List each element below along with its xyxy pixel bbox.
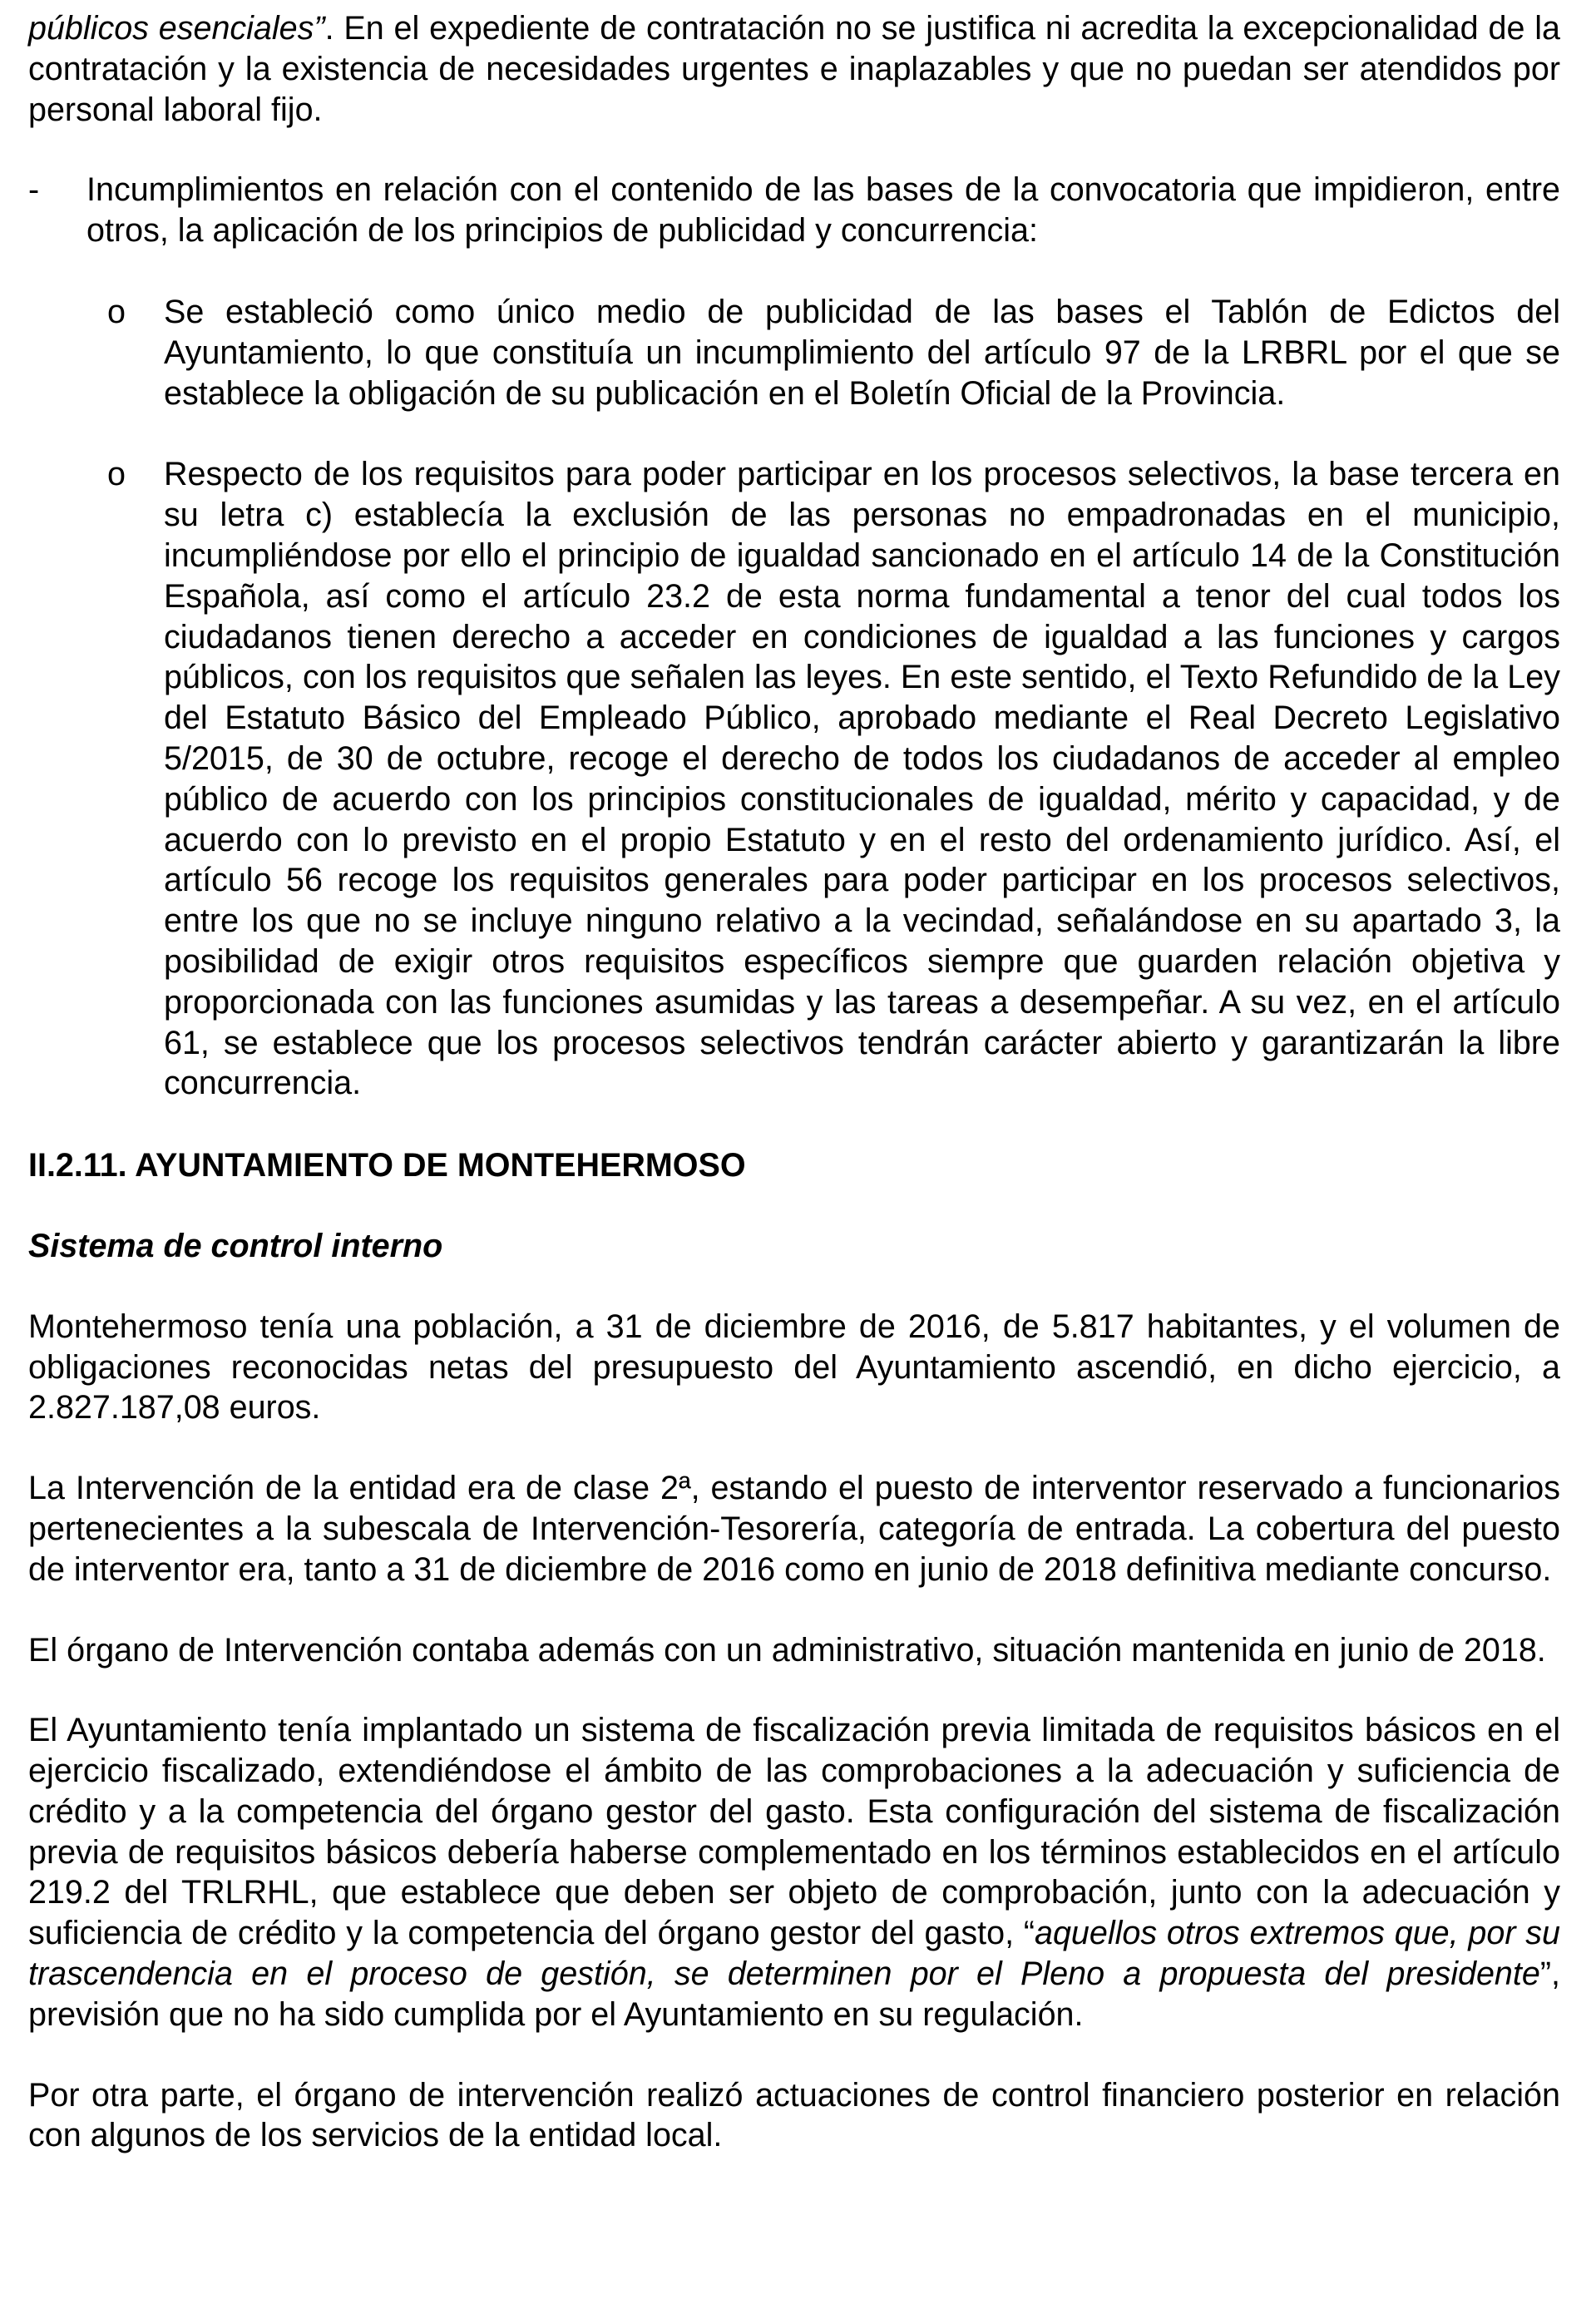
section-subheading: Sistema de control interno	[28, 1227, 443, 1264]
p4-text-before: El Ayuntamiento tenía implantado un sistema de fiscalización previa limitada de requisitos básicos en el ejercicio fiscalizado, extendiéndose el ámbito de las comprobaciones a la adecuación y suficiencia de crédito y a la competencia del órgano gestor del gasto. Esta configuración del sistema de fiscalización previa de requisitos básicos debería haberse complementado en los términos establecidos en el artículo 219.2 del TRLRHL, que establece que deben ser objeto de comprobación, junto con la adecuación y suficiencia de crédito y la competencia del órgano gestor del gasto, “	[28, 1712, 1560, 1952]
sub-item-2-text: Respecto de los requisitos para poder participar en los procesos selectivos, la base tercera en su letra c) establecía la exclusión de las personas no empadronadas en el municipio, incumpliéndose por ello el principio de igualdad sancionado en el artículo 14 de la Constitución Española, así como el artículo 23.2 de esta norma fundamental a tenor del cual todos los ciudadanos tienen derecho a acceder en condiciones de igualdad a las funciones y cargos públicos, con los requisitos que señalen las leyes. En este sentido, el Texto Refundido de la Ley del Estatuto Básico del Empleado Público, aprobado mediante el Real Decreto Legislativo 5/2015, de 30 de octubre, recoge el derecho de todos los ciudadanos de acceder al empleo público de acuerdo con los principios constitucionales de igualdad, mérito y capacidad, y de acuerdo con lo previsto en el propio Estatuto y en el resto del ordenamiento jurídico. Así, el artículo 56 recoge los requisitos generales para poder participar en los procesos selectivos, entre los que no se incluye ninguno relativo a la vecindad, señalándose en su apartado 3, la posibilidad de exigir otros requisitos específicos siempre que guarden relación objetiva y proporcionada con las funciones asumidas y las tareas a desempeñar. A su vez, en el artículo 61, se establece que los procesos selectivos tendrán carácter abierto y garantizarán la libre concurrencia.	[164, 456, 1560, 1102]
p4-text-after: ”, previsión que no ha sido cumplida por el Ayuntamiento en su regulación.	[28, 1955, 1560, 2033]
body-paragraph-3: El órgano de Intervención contaba además con un administrativo, situación mantenida en junio de 2018.	[28, 1631, 1546, 1669]
circle-bullet-1: o	[107, 293, 126, 330]
sub-list-item-1	[28, 292, 1560, 413]
sub-list-item-2	[28, 454, 1560, 1104]
intro-text: . En el expediente de contratación no se justifica ni acredita la excepcionalidad de la contratación y la existencia de necesidades urgentes e inaplazables y que no puedan ser atendidos por personal laboral fijo.	[28, 10, 1560, 128]
body-paragraph-4	[28, 1710, 1560, 2035]
document-page	[28, 8, 1560, 2196]
sub-item-1-text: Se estableció como único medio de publicidad de las bases el Tablón de Edictos del Ayuntamiento, lo que constituía un incumplimiento del artículo 97 de la LRBRL por el que se establece la obligación de su publicación en el Boletín Oficial de la Provincia.	[164, 293, 1560, 412]
body-paragraph-2: La Intervención de la entidad era de clase 2ª, estando el puesto de interventor reservado a funcionarios pertenecientes a la subescala de Intervención-Tesorería, categoría de entrada. La cobertura del puesto de interventor era, tanto a 31 de diciembre de 2016 como en junio de 2018 definitiva mediante concurso.	[28, 1470, 1560, 1588]
section-heading: II.2.11. AYUNTAMIENTO DE MONTEHERMOSO	[28, 1147, 746, 1184]
body-paragraph-1: Montehermoso tenía una población, a 31 de diciembre de 2016, de 5.817 habitantes, y el volumen de obligaciones reconocidas netas del presupuesto del Ayuntamiento ascendió, en dicho ejercicio, a 2.827.187,08 euros.	[28, 1308, 1560, 1426]
intro-italic-quote: públicos esenciales”	[28, 10, 325, 47]
intro-paragraph	[28, 8, 1560, 130]
dash-bullet: -	[28, 171, 40, 209]
p4-italic-quote: aquellos otros extremos que, por su trascendencia en el proceso de gestión, se determinen por el Pleno a propuesta del presidente	[28, 1915, 1560, 1993]
dash-list-item	[28, 170, 1560, 251]
dash-item-text: Incumplimientos en relación con el contenido de las bases de la convocatoria que impidieron, entre otros, la aplicación de los principios de publicidad y concurrencia:	[86, 171, 1560, 250]
body-paragraph-5: Por otra parte, el órgano de intervención realizó actuaciones de control financiero posterior en relación con algunos de los servicios de la entidad local.	[28, 2076, 1560, 2154]
circle-bullet-2: o	[107, 456, 126, 493]
